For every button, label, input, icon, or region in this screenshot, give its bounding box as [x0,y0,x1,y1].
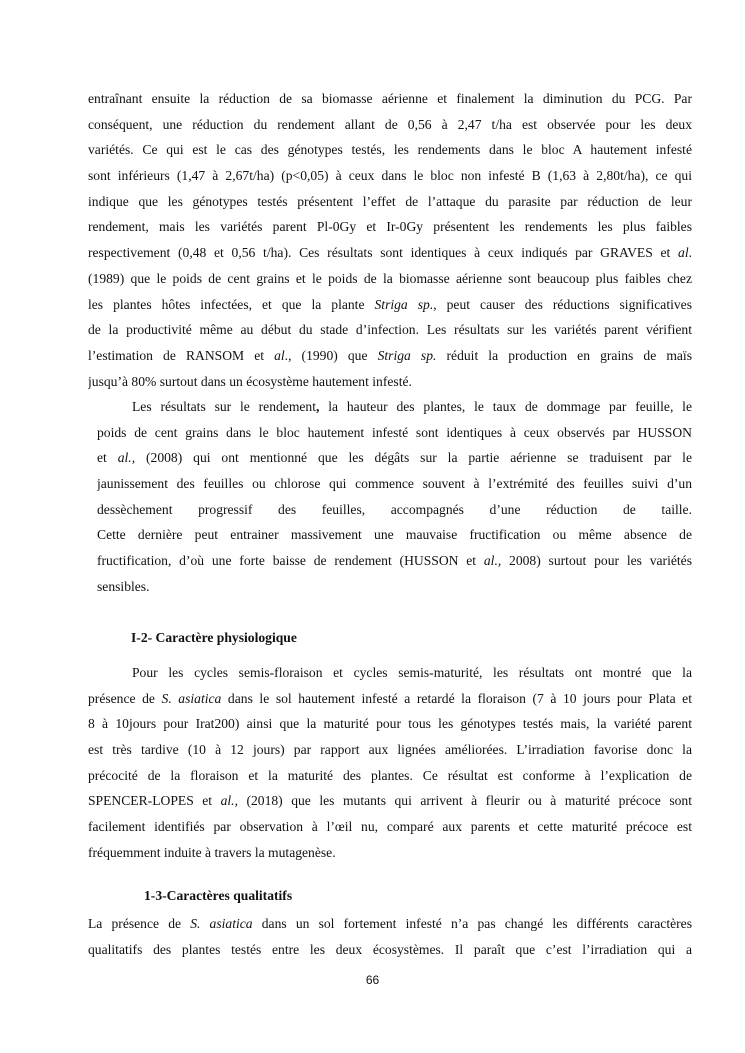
text-line: 8 à 10jours pour Irat200) ainsi que la maturité pour tous les génotypes testés mais, la variété parent [88,716,692,732]
text-run: , peut causer des réductions significatives [433,296,692,312]
text-run: . [688,245,692,261]
text-run: (2008) qui ont mentionné que les dégâts sur la partie aérienne se traduisent par le [135,450,692,466]
text-line: Pour les cycles semis-floraison et cycles semis-maturité, les résultats ont montré que la [132,665,692,680]
text-run: dans le sol hautement infesté a retardé la floraison (7 à 10 jours pour Plata et [221,690,692,706]
text-line [88,911,692,937]
text-run: dans un sol fortement infesté n’a pas changé les différents caractères [252,916,692,931]
text-line: variétés. Ce qui est le cas des génotypes testés, les rendements dans le bloc A hautement infesté [88,142,692,158]
italic-run: al., [483,553,502,569]
text-line: Cette dernière peut entrainer massivement une mauvaise fructification ou même absence de [97,527,692,543]
text-run: La présence de [88,916,191,931]
text-line [97,548,692,574]
italic-run: al [274,347,285,363]
text-run: Les résultats sur le rendement [132,399,317,414]
text-line: fréquemment induite à travers la mutagenèse. [88,844,336,860]
section-heading-physiological: I-2- Caractère physiologique [131,630,297,645]
bold-run: , [316,399,320,414]
italic-run: Striga sp. [374,296,434,312]
text-line: dessèchement progressif des feuilles, accompagnés d’une réduction de taille. [97,501,692,517]
text-line: jaunissement des feuilles ou chlorose qui commence souvent à l’extrémité des feuilles suivi d’un [97,476,692,492]
text-line: sensibles. [97,578,150,594]
italic-run: al., [117,450,136,466]
text-line [88,788,692,814]
text-line: jusqu’à 80% surtout dans un écosystème hautement infesté. [88,373,412,389]
text-line: qualitatifs des plantes testés entre les deux écosystèmes. Il paraît que c’est l’irradiation qui a [88,941,692,957]
paragraph-qualitative [88,911,692,962]
text-line: de la productivité même au début du stade d’infection. Les résultats sur les variétés parent vérifient [88,322,692,338]
text-line [97,445,692,471]
paragraph-physiological [88,660,692,866]
paragraph-yield-results [97,394,692,600]
text-line: conséquent, une réduction du rendement allant de 0,56 à 2,47 t/ha est observée pour les deux [88,116,692,132]
text-run: ., (1990) que [284,347,378,363]
text-run: , (2018) que les mutants qui arrivent à fleurir ou à maturité précoce sont [234,793,692,809]
paragraph-yield-reduction [88,86,692,394]
text-run: respectivement (0,48 et 0,56 t/ha). Ces résultats sont identiques à ceux indiqués par GRAVES et [88,245,679,261]
text-line [88,686,692,712]
text-line: (1989) que le poids de cent grains et le poids de la biomasse aérienne sont beaucoup plus faibles chez [88,270,692,286]
text-run: la hauteur des plantes, le taux de dommage par feuille, le [319,399,692,414]
text-line: poids de cent grains dans le bloc hautement infesté sont identiques à ceux observés par HUSSON [97,424,692,440]
italic-run: al [678,245,689,261]
text-line: rendement, mais les variétés parent Pl-0Gy et Ir-0Gy présentent les rendements les plus faibles [88,219,692,235]
text-run: SPENCER-LOPES et [88,793,221,809]
text-run: présence de [88,690,162,706]
italic-run: Striga sp. [377,347,437,363]
text-line [88,292,692,318]
text-line: indique que les génotypes testés présentent l’effet de l’attaque du parasite par réduction de leur [88,193,692,209]
text-line [88,343,692,369]
text-line [88,240,692,266]
text-run: fructification, d’où une forte baisse de rendement (HUSSON et [97,553,484,569]
text-run: l’estimation de RANSOM et [88,347,275,363]
text-run: et [97,450,118,466]
text-run: réduit la production en grains de maïs [436,347,692,363]
text-line: est très tardive (10 à 12 jours) par rapport aux lignées améliorées. L’irradiation favorise donc la [88,742,692,758]
text-run: les plantes hôtes infectées, et que la plante [88,296,375,312]
italic-run: S. asiatica [161,690,222,706]
page-number: 66 [365,973,380,987]
text-line: facilement identifiés par observation à l’œil nu, comparé aux parents et cette maturité précoce est [88,819,692,835]
text-line: sont inférieurs (1,47 à 2,67t/ha) (p<0,05) à ceux dans le bloc non infesté B (1,63 à 2,80t/ha), ce qui [88,168,692,184]
italic-run: al. [220,793,235,809]
text-line: précocité de la floraison et la maturité des plantes. Ce résultat est conforme à l’explication de [88,767,692,783]
section-heading-qualitative: 1-3-Caractères qualitatifs [144,888,293,903]
text-line [97,394,692,420]
text-line: entraînant ensuite la réduction de sa biomasse aérienne et finalement la diminution du PCG. Par [88,91,692,106]
text-run: 2008) surtout pour les variétés [501,553,692,569]
italic-run: S. asiatica [190,916,253,931]
